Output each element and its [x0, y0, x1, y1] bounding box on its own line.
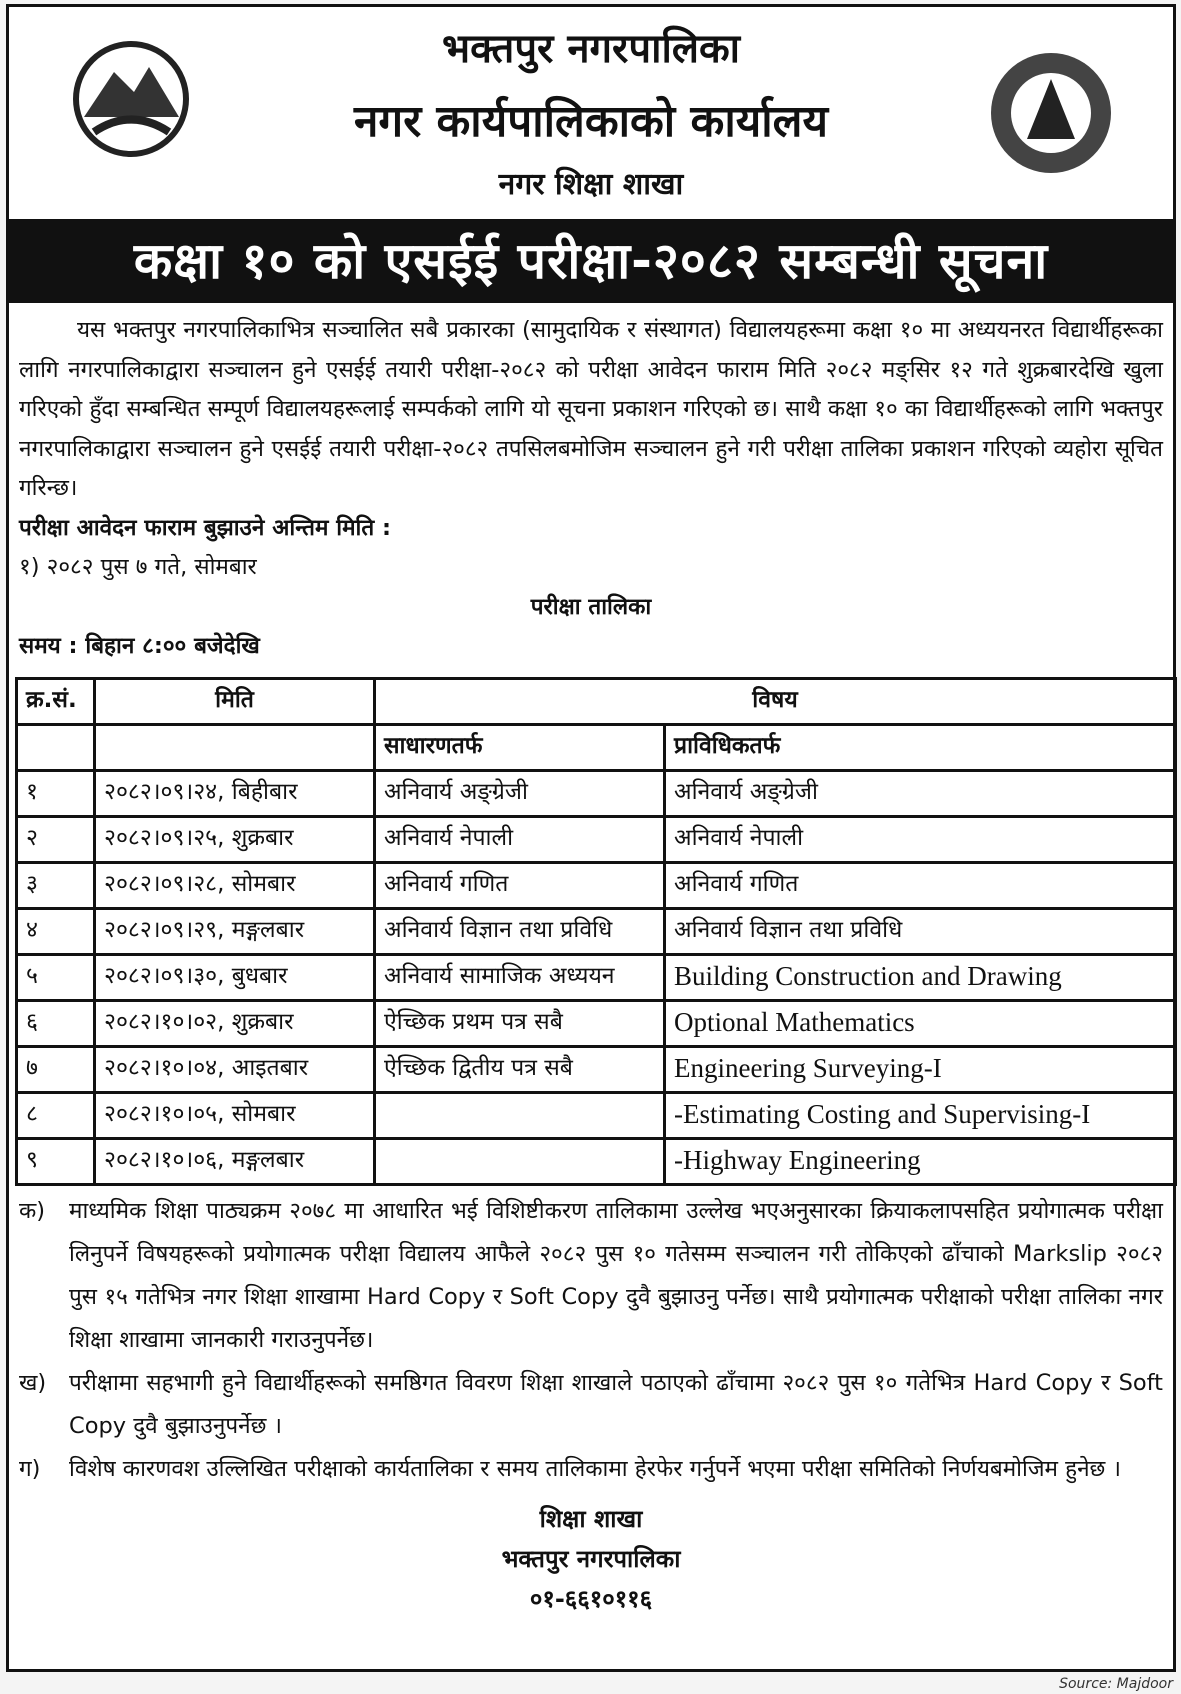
cell-sn: १	[17, 770, 95, 816]
municipality-logo-icon	[987, 49, 1115, 177]
cell-date: २०८२।०९।२५, शुक्रबार	[95, 816, 375, 862]
cell-technical: अनिवार्य गणित	[665, 862, 1176, 908]
cell-general: अनिवार्य नेपाली	[375, 816, 665, 862]
section-name: नगर शिक्षा शाखा	[498, 167, 684, 202]
cell-technical: Optional Mathematics	[665, 1000, 1176, 1046]
cell-date: २०८२।०९।२९, मङ्गलबार	[95, 908, 375, 954]
cell-technical: अनिवार्य अङ्ग्रेजी	[665, 770, 1176, 816]
schedule-title: परीक्षा तालिका	[530, 593, 652, 620]
table-row	[17, 954, 1176, 1000]
cell-general: अनिवार्य सामाजिक अध्ययन	[375, 954, 665, 1000]
cell-sn: ८	[17, 1092, 95, 1138]
cell-general	[375, 1092, 665, 1138]
cell-date: २०८२।०९।२८, सोमबार	[95, 862, 375, 908]
municipality-name: भक्तपुर नगरपालिका	[441, 26, 741, 72]
cell-date: २०८२।१०।०४, आइतबार	[95, 1046, 375, 1092]
note-key: क)	[19, 1197, 46, 1224]
table-row	[17, 770, 1176, 816]
cell-general: अनिवार्य गणित	[375, 862, 665, 908]
cell-sn: ६	[17, 1000, 95, 1046]
note-text: परीक्षामा सहभागी हुने विद्यार्थीहरूको समष्ठिगत विवरण शिक्षा शाखाले पठाएको ढाँचामा २०८२ पुस १० गतेभित्र Hard Copy र Soft Copy दुवै बुझाउनुपर्नेछ ।	[69, 1369, 1163, 1439]
cell-general: अनिवार्य अङ्ग्रेजी	[375, 770, 665, 816]
exam-time: समय : बिहान ८:०० बजेदेखि	[19, 633, 260, 659]
note-key: ग)	[19, 1455, 41, 1482]
notice-header	[9, 7, 1173, 219]
deadline-value: १) २०८२ पुस ७ गते, सोमबार	[19, 554, 257, 580]
signature-dept: शिक्षा शाखा	[539, 1504, 643, 1533]
note-item	[19, 1362, 1163, 1448]
exam-schedule-table	[15, 677, 1177, 1186]
cell-general: अनिवार्य विज्ञान तथा प्रविधि	[375, 908, 665, 954]
office-name: नगर कार्यपालिकाको कार्यालय	[354, 96, 828, 147]
col-header-subject: विषय	[375, 678, 1176, 724]
signature-office: भक्तपुर नगरपालिका	[501, 1544, 681, 1573]
col-header-sn: क्र.सं.	[17, 678, 95, 724]
cell-technical: Building Construction and Drawing	[665, 954, 1176, 1000]
table-row	[17, 1092, 1176, 1138]
cell-general	[375, 1138, 665, 1184]
note-item	[19, 1190, 1163, 1362]
cell-sn: ३	[17, 862, 95, 908]
intro-paragraph: यस भक्तपुर नगरपालिकाभित्र सञ्चालित सबै प्रकारका (सामुदायिक र संस्थागत) विद्यालयहरूमा कक्षा १० मा अध्ययनरत विद्यार्थीहरूका लागि नगरपालिकाद्वारा सञ्चालन हुने एसईई तयारी परीक्षा-२०८२ को परीक्षा आवेदन फाराम मिति २०८२ मङ्सिर १२ गते शुक्रबारदेखि खुला गरिएको हुँदा सम्बन्धित सम्पूर्ण विद्यालयहरूलाई सम्पर्कको लागि यो सूचना प्रकाशन गरिएको छ। साथै कक्षा १० का विद्यार्थीहरूको लागि भक्तपुर नगरपालिकाद्वारा सञ्चालन हुने एसईई तयारी परीक्षा-२०८२ तपसिलबमोजिम सञ्चालन हुने गरी परीक्षा तालिका प्रकाशन गरिएको व्यहोरा सूचित गरिन्छ।	[19, 317, 1163, 501]
notes-list	[9, 1186, 1173, 1491]
cell-general: ऐच्छिक प्रथम पत्र सबै	[375, 1000, 665, 1046]
note-key: ख)	[19, 1369, 47, 1396]
source-caption: Source: Majdoor	[1059, 1676, 1173, 1692]
table-row	[17, 1138, 1176, 1184]
col-header-general: साधारणतर्फ	[375, 724, 665, 770]
note-text: विशेष कारणवश उल्लिखित परीक्षाको कार्यतालिका र समय तालिकामा हेरफेर गर्नुपर्ने भएमा परीक्षा समितिको निर्णयबमोजिम हुनेछ ।	[69, 1455, 1122, 1482]
cell-date: २०८२।०९।३०, बुधबार	[95, 954, 375, 1000]
cell-technical: अनिवार्य नेपाली	[665, 816, 1176, 862]
table-row	[17, 816, 1176, 862]
cell-date: २०८२।१०।०५, सोमबार	[95, 1092, 375, 1138]
cell-general: ऐच्छिक द्वितीय पत्र सबै	[375, 1046, 665, 1092]
deadline-label: परीक्षा आवेदन फाराम बुझाउने अन्तिम मिति :	[19, 514, 392, 541]
table-row	[17, 1000, 1176, 1046]
cell-technical: अनिवार्य विज्ञान तथा प्रविधि	[665, 908, 1176, 954]
cell-date: २०८२।१०।०६, मङ्गलबार	[95, 1138, 375, 1184]
notice-title: कक्षा १० को एसईई परीक्षा-२०८२ सम्बन्धी सूचना	[9, 219, 1173, 303]
signature-block	[9, 1499, 1173, 1619]
col-header-date: मिति	[95, 678, 375, 724]
signature-phone: ०१-६६१०११६	[529, 1584, 653, 1613]
cell-sn: ४	[17, 908, 95, 954]
cell-sn: ७	[17, 1046, 95, 1092]
table-row	[17, 1046, 1176, 1092]
cell-technical: -Estimating Costing and Supervising-I	[665, 1092, 1176, 1138]
cell-sn: २	[17, 816, 95, 862]
notice-document	[6, 4, 1176, 1672]
table-row	[17, 908, 1176, 954]
table-row	[17, 862, 1176, 908]
note-item	[19, 1448, 1163, 1491]
cell-technical: Engineering Surveying-I	[665, 1046, 1176, 1092]
cell-date: २०८२।०९।२४, बिहीबार	[95, 770, 375, 816]
cell-sn: ९	[17, 1138, 95, 1184]
cell-date: २०८२।१०।०२, शुक्रबार	[95, 1000, 375, 1046]
col-header-technical: प्राविधिकतर्फ	[665, 724, 1176, 770]
cell-sn: ५	[17, 954, 95, 1000]
cell-technical: -Highway Engineering	[665, 1138, 1176, 1184]
note-text: माध्यमिक शिक्षा पाठ्यक्रम २०७८ मा आधारित भई विशिष्टीकरण तालिकामा उल्लेख भएअनुसारका क्रियाकलापसहित प्रयोगात्मक परीक्षा लिनुपर्ने विषयहरूको प्रयोगात्मक परीक्षा विद्यालय आफैले २०८२ पुस १० गतेसम्म सञ्चालन गरी तोकिएको ढाँचाको Markslip २०८२ पुस १५ गतेभित्र नगर शिक्षा शाखामा Hard Copy र Soft Copy दुवै बुझाउनु पर्नेछ। साथै प्रयोगात्मक परीक्षाको परीक्षा तालिका नगर शिक्षा शाखामा जानकारी गराउनुपर्नेछ।	[69, 1197, 1163, 1353]
